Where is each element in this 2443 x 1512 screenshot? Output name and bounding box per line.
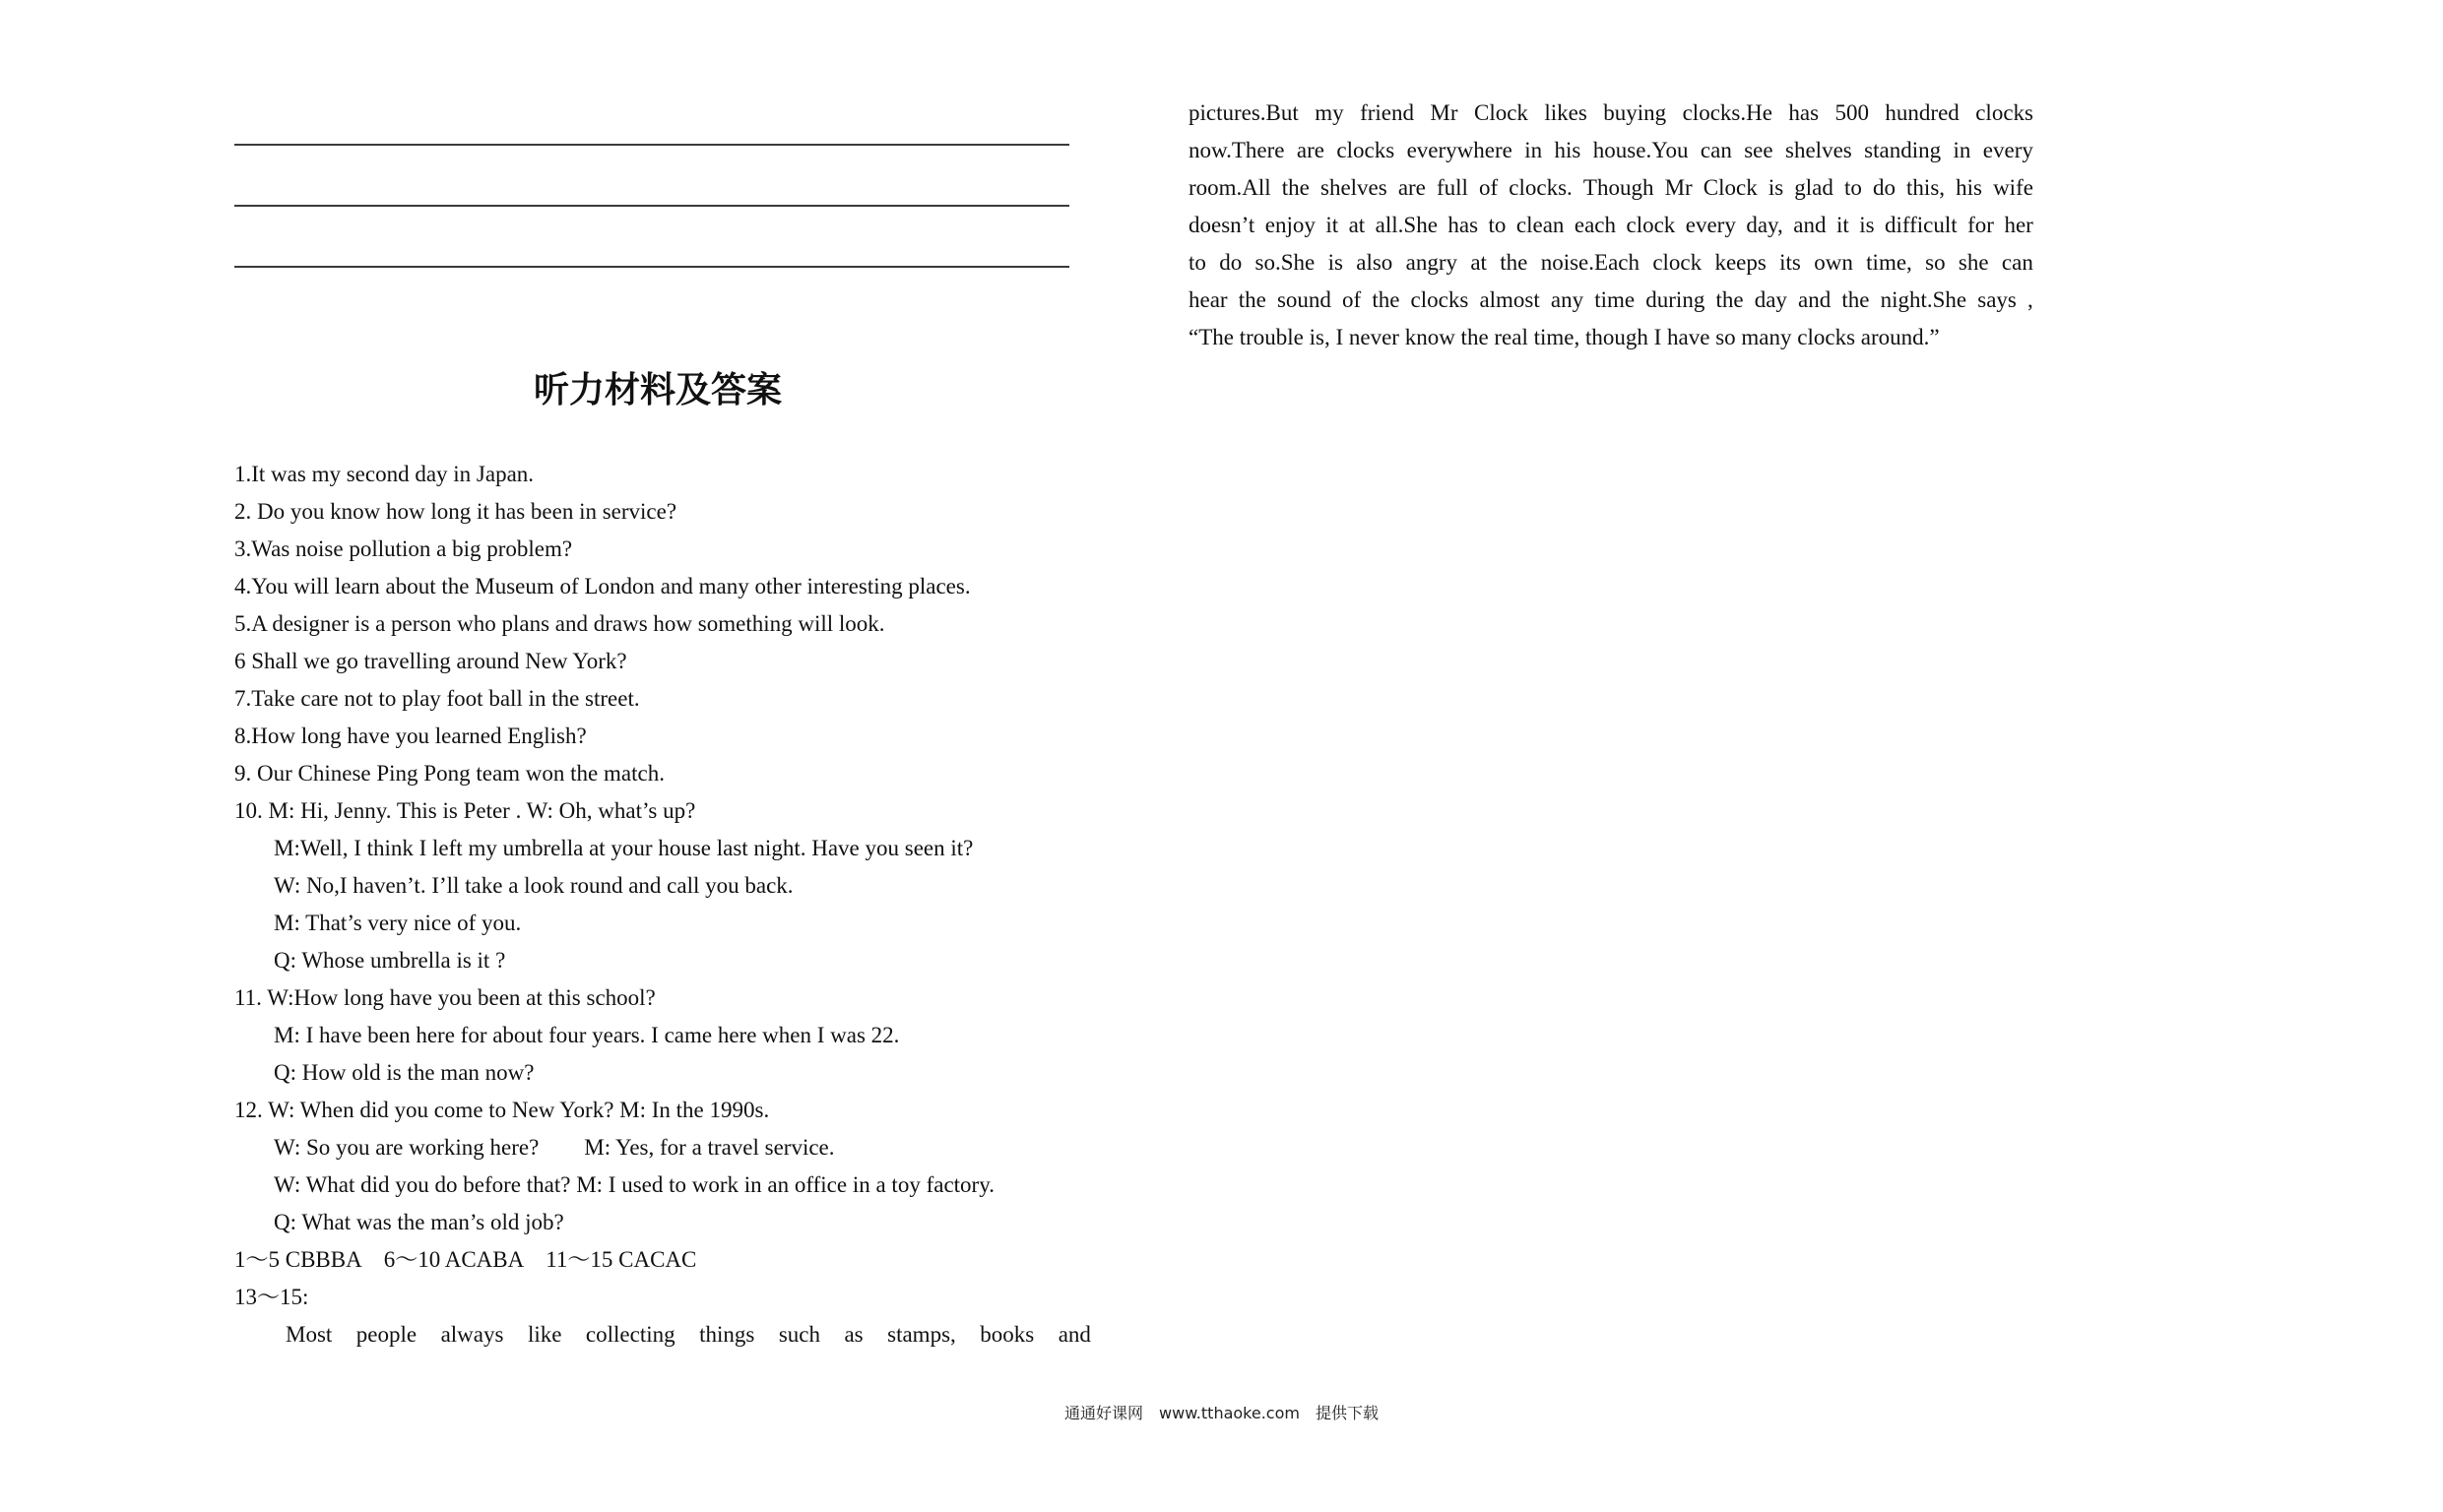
word: the (1372, 287, 1400, 312)
word: time (1594, 287, 1636, 312)
word: are (1296, 138, 1324, 162)
word: Most (286, 1322, 333, 1347)
word: full (1436, 175, 1468, 200)
word: clock (1626, 213, 1676, 237)
word: her (2004, 213, 2033, 237)
word: do (1219, 250, 1243, 275)
word: so (1925, 250, 1946, 275)
word: this, (1906, 175, 1946, 200)
script-line: Q: Whose umbrella is it ? (274, 948, 506, 973)
word: and (1798, 287, 1832, 312)
script-line: W: So you are working here? M: Yes, for a travel service. (274, 1135, 835, 1160)
script-line: 3.Was noise pollution a big problem? (234, 536, 573, 561)
word: his (1554, 138, 1581, 162)
word: every (1685, 213, 1736, 237)
script-line: 7.Take care not to play foot ball in the street. (234, 686, 640, 711)
footer-credit: 通通好课网 www.tthaoke.com 提供下载 (1064, 1404, 1379, 1422)
word: of (1342, 287, 1362, 312)
word: keeps (1714, 250, 1767, 275)
word: says (1977, 287, 2017, 312)
word: night.She (1880, 287, 1967, 312)
answer-group: 11～15 CACAC (546, 1247, 697, 1272)
word: people (355, 1322, 418, 1347)
word: Clock (1703, 175, 1758, 200)
word: any (1550, 287, 1584, 312)
word: own (1814, 250, 1853, 275)
word: clocks (1410, 287, 1469, 312)
word: are (1397, 175, 1426, 200)
listening-script (234, 456, 1091, 1354)
word: clocks (1336, 138, 1395, 162)
word: buying (1603, 100, 1667, 125)
word: the (1500, 250, 1528, 275)
script-line: 4.You will learn about the Museum of London and many other interesting places. (234, 574, 971, 598)
word: the (1238, 287, 1266, 312)
word: his (1956, 175, 1982, 200)
word: is (1327, 250, 1343, 275)
passage-line (1189, 244, 2033, 282)
word: shelves (1785, 138, 1852, 162)
script-line: Q: How old is the man now? (274, 1060, 535, 1085)
word: in (1524, 138, 1543, 162)
word: during (1645, 287, 1705, 312)
script-line: M: That’s very nice of you. (274, 911, 522, 935)
word: the (1841, 287, 1870, 312)
word: to (1189, 250, 1206, 275)
passage-line (1189, 132, 2033, 169)
word: the (1281, 175, 1310, 200)
word: its (1779, 250, 1801, 275)
word: day, (1746, 213, 1783, 237)
word: things (699, 1322, 755, 1347)
word: almost (1479, 287, 1540, 312)
word: of (1479, 175, 1499, 200)
word: doesn’t (1189, 213, 1255, 237)
word: she (1958, 250, 1989, 275)
word: like (527, 1322, 562, 1347)
word: at (1348, 213, 1366, 237)
passage-first-line (234, 1316, 1091, 1354)
word: day (1754, 287, 1787, 312)
word: time, (1866, 250, 1912, 275)
word: books (980, 1322, 1035, 1347)
word: can (2001, 250, 2033, 275)
word: at (1470, 250, 1487, 275)
word: in (1953, 138, 1971, 162)
word: 500 (1834, 100, 1869, 125)
word: now.There (1189, 138, 1285, 162)
passage-line (1189, 282, 2033, 319)
word: my (1315, 100, 1344, 125)
script-line: 5.A designer is a person who plans and draws how something will look. (234, 611, 885, 636)
word: clean (1515, 213, 1565, 237)
word: Clock (1473, 100, 1528, 125)
word: such (778, 1322, 820, 1347)
word: every (1982, 138, 2033, 162)
word: pictures.But (1189, 100, 1299, 125)
word: has (1447, 213, 1479, 237)
word: clocks.He (1682, 100, 1772, 125)
passage-heading: 13～15: (234, 1285, 309, 1309)
word: clocks. (1509, 175, 1573, 200)
passage-line: “The trouble is, I never know the real time, though I have so many clocks around.” (1189, 325, 1940, 349)
word: all.She (1375, 213, 1438, 237)
word: glad (1794, 175, 1833, 200)
script-line: M: I have been here for about four years. I came here when I was 22. (274, 1023, 900, 1047)
script-line: 8.How long have you learned English? (234, 724, 587, 748)
word: Though (1582, 175, 1654, 200)
word: hundred (1885, 100, 1960, 125)
word: difficult (1885, 213, 1958, 237)
word: standing (1864, 138, 1942, 162)
word: friend (1360, 100, 1414, 125)
word: to (1843, 175, 1862, 200)
word: for (1967, 213, 1994, 237)
word: see (1744, 138, 1773, 162)
word: is (1859, 213, 1875, 237)
word: room.All (1189, 175, 1271, 200)
script-line: 1.It was my second day in Japan. (234, 462, 535, 486)
word: so.She (1254, 250, 1316, 275)
word: Mr (1664, 175, 1693, 200)
word: house.You (1592, 138, 1689, 162)
word: is (1768, 175, 1784, 200)
answer-group: 1～5 CBBBA (234, 1247, 362, 1272)
word: the (1715, 287, 1744, 312)
word: and (1058, 1322, 1091, 1347)
script-line: 10. M: Hi, Jenny. This is Peter . W: Oh, what’s up? (234, 798, 696, 823)
answer-blank-line-3 (234, 266, 1069, 268)
script-line: 9. Our Chinese Ping Pong team won the match. (234, 761, 665, 786)
word: to (1488, 213, 1507, 237)
script-line: M:Well, I think I left my umbrella at your house last night. Have you seen it? (274, 836, 974, 860)
section-title: 听力材料及答案 (533, 370, 782, 410)
answer-blank-line-1 (234, 144, 1069, 146)
word: it (1835, 213, 1849, 237)
script-line: W: What did you do before that? M: I used to work in an office in a toy factory. (274, 1172, 995, 1197)
word: clocks (1975, 100, 2033, 125)
word: likes (1544, 100, 1587, 125)
word: enjoy (1264, 213, 1316, 237)
script-line: 2. Do you know how long it has been in service? (234, 499, 677, 524)
word: everywhere (1406, 138, 1512, 162)
script-line: 11. W:How long have you been at this school? (234, 985, 656, 1010)
word: also (1356, 250, 1393, 275)
right-column (1189, 94, 2033, 356)
word: do (1872, 175, 1896, 200)
word: sound (1276, 287, 1331, 312)
word: stamps, (887, 1322, 956, 1347)
passage-line (1189, 94, 2033, 132)
passage-continued (1189, 94, 2033, 356)
word: noise.Each (1540, 250, 1639, 275)
answer-blank-line-2 (234, 205, 1069, 207)
word: angry (1405, 250, 1458, 275)
word: Mr (1430, 100, 1458, 125)
word: it (1325, 213, 1339, 237)
script-line: W: No,I haven’t. I’ll take a look round and call you back. (274, 873, 794, 898)
answer-key (234, 1241, 1091, 1279)
word: clock (1652, 250, 1703, 275)
word: can (1700, 138, 1732, 162)
script-line: 6 Shall we go travelling around New York? (234, 649, 627, 673)
word: has (1788, 100, 1820, 125)
word: and (1793, 213, 1827, 237)
script-line: 12. W: When did you come to New York? M: In the 1990s. (234, 1098, 770, 1122)
word: shelves (1320, 175, 1387, 200)
word: each (1574, 213, 1617, 237)
word: always (440, 1322, 504, 1347)
word: as (844, 1322, 864, 1347)
word: wife (1993, 175, 2033, 200)
script-line: Q: What was the man’s old job? (274, 1210, 564, 1234)
word: hear (1189, 287, 1228, 312)
answer-group: 6～10 ACABA (383, 1247, 525, 1272)
word: collecting (585, 1322, 675, 1347)
word: , (2027, 287, 2033, 312)
passage-line (1189, 169, 2033, 207)
passage-line (1189, 207, 2033, 244)
